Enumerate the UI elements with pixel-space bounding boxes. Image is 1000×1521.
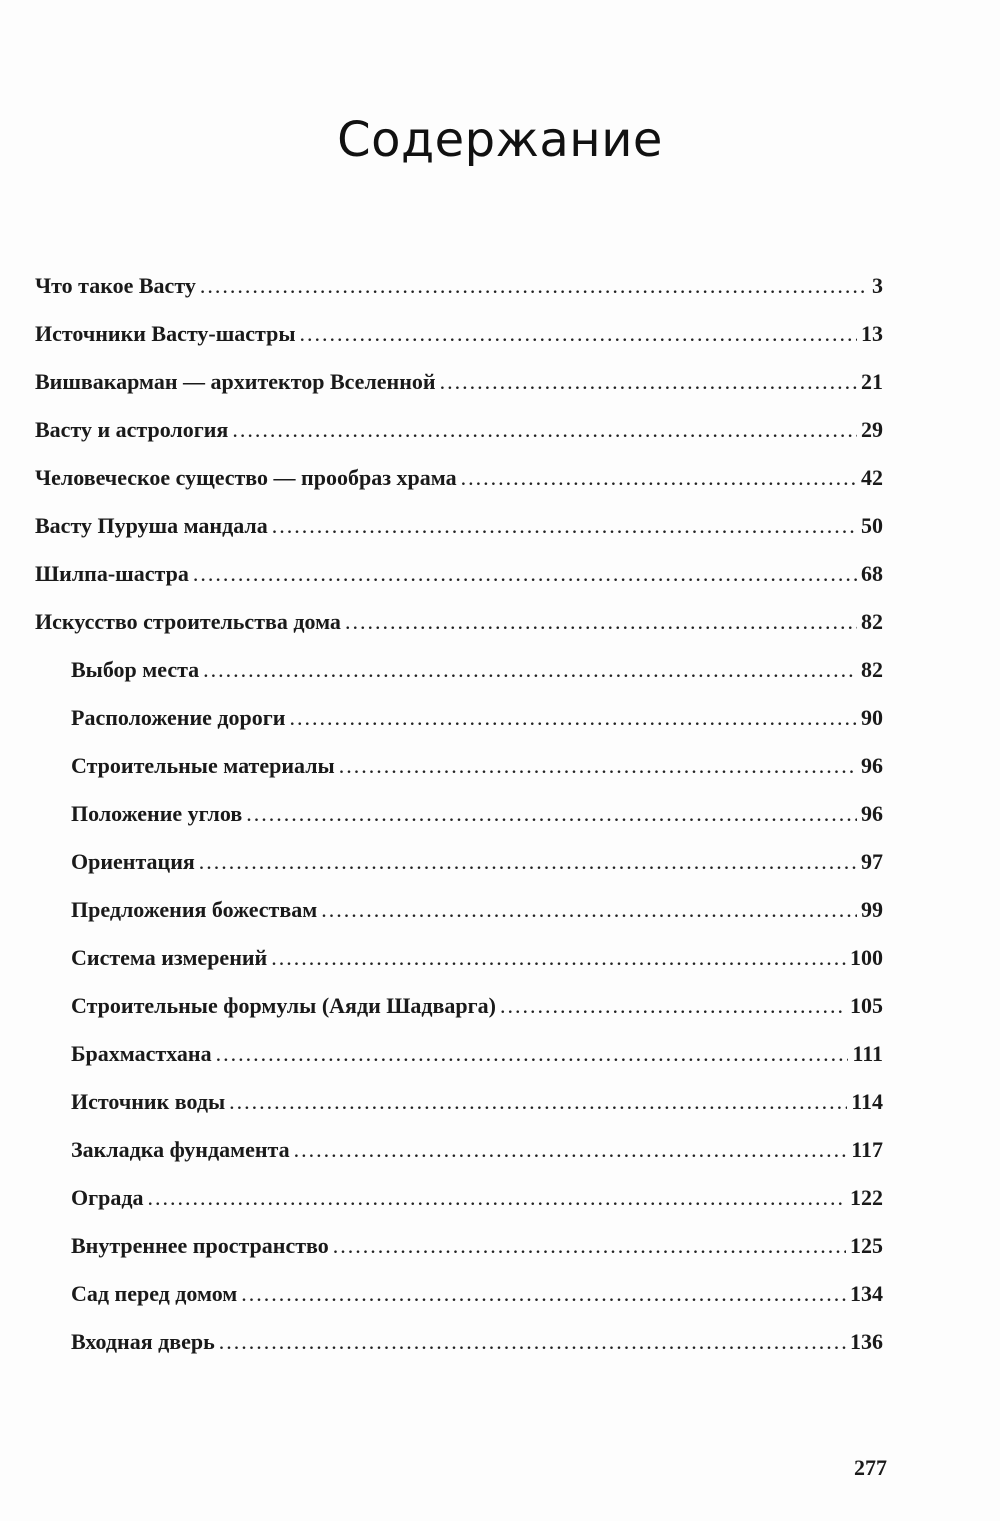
toc-entry-title: Вишвакарман — архитектор Вселенной <box>35 369 436 394</box>
dot-leader <box>440 358 857 406</box>
page-number: 277 <box>854 1455 887 1480</box>
toc-subentry <box>35 694 883 742</box>
toc-subentry <box>35 934 883 982</box>
toc-subentry <box>35 1174 883 1222</box>
toc-entry-title: Внутреннее пространство <box>71 1233 329 1258</box>
dot-leader <box>321 886 857 934</box>
dot-leader <box>300 310 857 358</box>
toc-entry-title: Васту и астрология <box>35 417 229 442</box>
dot-leader <box>246 790 857 838</box>
toc-entry-page: 29 <box>861 417 883 442</box>
dot-leader <box>147 1174 846 1222</box>
toc-entry-title: Строительные материалы <box>71 753 335 778</box>
toc-entry-page: 136 <box>850 1329 883 1354</box>
dot-leader <box>345 598 857 646</box>
toc-entry-page: 90 <box>861 705 883 730</box>
toc-entry-page: 68 <box>861 561 883 586</box>
toc-entry-title: Ограда <box>71 1185 144 1210</box>
toc-entry-page: 114 <box>851 1089 883 1114</box>
toc-subentry <box>35 1030 883 1078</box>
toc-entry-page: 97 <box>861 849 883 874</box>
toc-entry-title: Сад перед домом <box>71 1281 238 1306</box>
toc-entry <box>35 550 883 598</box>
toc-entry-page: 111 <box>852 1041 883 1066</box>
toc-entry-page: 96 <box>861 753 883 778</box>
toc-subentry <box>35 790 883 838</box>
dot-leader <box>500 982 846 1030</box>
toc-entry-page: 50 <box>861 513 883 538</box>
toc-entry-page: 42 <box>861 465 883 490</box>
toc-entry <box>35 262 883 310</box>
dot-leader <box>199 838 857 886</box>
toc-subentry <box>35 1270 883 1318</box>
toc-entry-title: Брахмастхана <box>71 1041 212 1066</box>
toc-entry-page: 125 <box>850 1233 883 1258</box>
toc-entry-title: Васту Пуруша мандала <box>35 513 268 538</box>
toc-entry-page: 99 <box>861 897 883 922</box>
toc-entry-page: 96 <box>861 801 883 826</box>
toc-entry-page: 134 <box>850 1281 883 1306</box>
dot-leader <box>289 694 857 742</box>
toc-entry-page: 13 <box>861 321 883 346</box>
dot-leader <box>203 646 857 694</box>
toc-subentry <box>35 646 883 694</box>
toc-entry <box>35 502 883 550</box>
toc-entry-title: Предложения божествам <box>71 897 318 922</box>
toc-entry-title: Закладка фундамента <box>71 1137 290 1162</box>
toc-entry-title: Ориентация <box>71 849 195 874</box>
table-of-contents <box>35 262 883 1366</box>
toc-entry-page: 122 <box>850 1185 883 1210</box>
toc-subentry <box>35 838 883 886</box>
toc-entry-page: 105 <box>850 993 883 1018</box>
toc-entry <box>35 310 883 358</box>
toc-subentry <box>35 982 883 1030</box>
toc-entry-page: 21 <box>861 369 883 394</box>
toc-entry <box>35 454 883 502</box>
toc-entry-title: Искусство строительства дома <box>35 609 341 634</box>
dot-leader <box>272 502 857 550</box>
toc-subentry <box>35 1222 883 1270</box>
toc-subentry <box>35 742 883 790</box>
toc-entry-title: Человеческое существо — прообраз храма <box>35 465 457 490</box>
toc-entry-title: Что такое Васту <box>35 273 196 298</box>
toc-entry <box>35 358 883 406</box>
dot-leader <box>333 1222 846 1270</box>
toc-entry-title: Положение углов <box>71 801 243 826</box>
dot-leader <box>271 934 846 982</box>
dot-leader <box>200 262 868 310</box>
dot-leader <box>339 742 857 790</box>
toc-entry-title: Шилпа-шастра <box>35 561 189 586</box>
toc-entry <box>35 406 883 454</box>
dot-leader <box>294 1126 848 1174</box>
toc-entry-page: 82 <box>861 609 883 634</box>
toc-entry-title: Система измерений <box>71 945 268 970</box>
dot-leader <box>193 550 857 598</box>
dot-leader <box>219 1318 846 1366</box>
dot-leader <box>241 1270 846 1318</box>
toc-subentry <box>35 886 883 934</box>
toc-entry-title: Расположение дороги <box>71 705 286 730</box>
toc-entry-page: 82 <box>861 657 883 682</box>
toc-entry-title: Источник воды <box>71 1089 226 1114</box>
toc-subentry <box>35 1126 883 1174</box>
toc-entry-page: 117 <box>851 1137 883 1162</box>
toc-entry-page: 3 <box>872 273 883 298</box>
dot-leader <box>232 406 857 454</box>
toc-entry-title: Выбор места <box>71 657 200 682</box>
toc-entry-title: Входная дверь <box>71 1329 215 1354</box>
toc-entry-title: Строительные формулы (Аяди Шадварга) <box>71 993 496 1018</box>
toc-subentry <box>35 1318 883 1366</box>
toc-entry <box>35 598 883 646</box>
toc-entry-title: Источники Васту-шастры <box>35 321 296 346</box>
toc-entry-page: 100 <box>850 945 883 970</box>
dot-leader <box>461 454 857 502</box>
toc-subentry <box>35 1078 883 1126</box>
dot-leader <box>216 1030 849 1078</box>
page-title: Содержание <box>337 112 663 168</box>
dot-leader <box>229 1078 847 1126</box>
